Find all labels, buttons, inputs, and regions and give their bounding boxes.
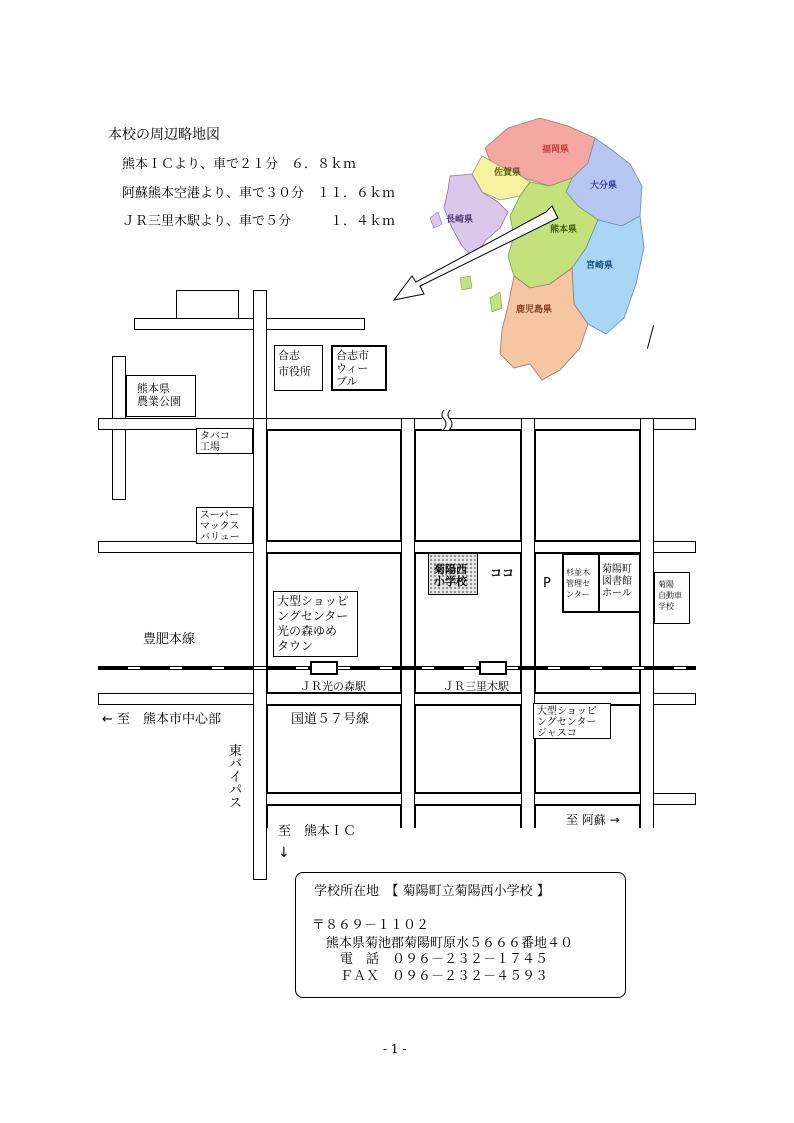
access-line-airport: 阿蘇熊本空港より、車で３０分 １１．６ｋｍ [122,186,396,201]
east-bypass-label: 東 バ イ パ ス [229,744,243,811]
youme-town: 大型ショッピ ングセンター 光の森ゆめ タウン [273,591,358,657]
page-number: - 1 - [383,1042,407,1056]
block-d [535,430,640,541]
school-label: 菊陽西 小学校 [434,563,467,588]
road-horizontal-1 [98,418,696,430]
pointer-arrow [390,200,560,310]
station-sanrigi-marker [479,661,507,675]
jusco: 大型ショッピ ングセンター ジャスコ [533,703,611,739]
school-info-title: 学校所在地 【 菊陽町立菊陽西小学校 】 [314,884,550,899]
block-i [415,705,521,793]
road-vertical-4 [640,418,654,828]
management-center: 杉並木 管理セ ンター [566,568,590,599]
school-address: 熊本県菊池郡菊陽町原水５６６６番地４０ [326,936,574,951]
station-hikarinomori-marker [310,661,338,675]
goshi-city-office: 合志 市役所 [274,345,323,391]
label-fukuoka: 福岡県 [542,145,570,155]
hohi-line-label: 豊肥本線 [143,632,196,647]
school-postal: 〒８６９－１１０２ [312,918,430,933]
library-hall: 菊陽町 図書館 ホール [602,564,632,599]
access-line-ic: 熊本ＩＣより、車で２１分 ６．８ｋｍ [122,157,357,172]
label-kumamoto: 熊本県 [550,225,578,235]
block-c [415,430,521,541]
to-kumamoto-ic: 至 熊本ＩＣ [278,824,357,839]
supermarket-maxvalu: スーパー マックス バリュー [196,507,253,544]
route57-label: 国道５７号線 [291,712,370,727]
road-vertical-2 [401,418,415,828]
station-hikarinomori-label: ＪＲ光の森駅 [300,680,366,693]
label-nagasaki: 長崎県 [446,215,474,225]
label-oita: 大分県 [590,181,618,191]
tobacco-factory: タバコ 工場 [196,428,253,454]
station-sanrigi-label: ＪＲ三里木駅 [443,680,509,693]
school-fax: ＦＡＸ ０９６－２３２－４５９３ [340,969,549,984]
to-kumamoto-ic-arrow: ↓ [278,845,290,861]
road-vertical-center-top [253,290,267,420]
label-saga: 佐賀県 [494,168,522,178]
goshi-weeble: 合志市 ウィー ブル [331,345,387,391]
block-b [267,430,401,541]
access-line-station: ＪＲ三里木駅より、車で５分 １．４ｋｍ [122,214,396,229]
road-vertical-3 [521,418,535,828]
school-tel: 電 話 ０９６－２３２－１７４５ [340,952,549,967]
label-kagoshima: 鹿児島県 [516,305,553,315]
label-miyazaki: 宮崎県 [586,261,614,271]
block-l [415,805,521,828]
building-top [176,290,239,318]
road-vertical-center [253,418,267,880]
road-top-short [134,318,365,330]
to-kumamoto-city: ← 至 熊本市中心部 [102,712,222,727]
to-aso: 至 阿蘇 → [566,813,620,827]
kikuyo-driving-school: 菊陽 自動車 学校 [654,572,690,624]
here-label: ココ [490,566,515,580]
road-horizontal-2 [98,541,696,553]
road-horizontal-bottom [266,793,696,805]
parking-label: P [543,576,551,591]
page-title: 本校の周辺略地図 [108,127,220,143]
railway-line [98,666,696,670]
kumamoto-farm-park: 熊本県 農業公園 [126,375,196,417]
